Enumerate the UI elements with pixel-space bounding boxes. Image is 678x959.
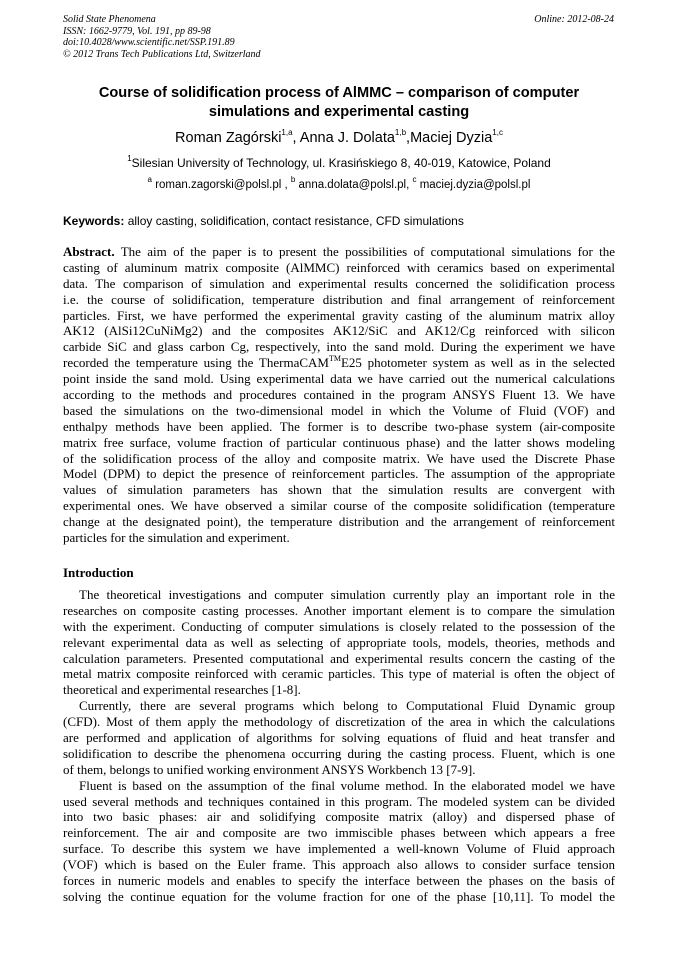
abstract-line (63, 244, 615, 260)
journal-copyright: © 2012 Trans Tech Publications Ltd, Switzerland (63, 48, 261, 60)
email-link[interactable]: anna.dolata@polsl.pl, (295, 179, 413, 191)
title-line: Course of solidification process of AlMMC – comparison of computer (98, 85, 580, 101)
author-list (63, 129, 615, 147)
abstract-label: Abstract. (63, 244, 115, 259)
email-link[interactable]: roman.zagorski@polsl.pl , (152, 179, 291, 191)
introduction-body (63, 587, 615, 905)
intro-line: researches on composite casting processes. Another important element is to compare the simulation (63, 602, 615, 618)
author-name: , Anna J. Dolata (292, 130, 395, 146)
abstract-line: experimental ones. We have observed a similar course of the composite solidification (temperature (63, 498, 615, 514)
journal-header (63, 14, 261, 60)
affil-text: Silesian University of Technology, ul. Krasińskiego 8, 40-019, Katowice, Poland (131, 156, 551, 170)
abstract (63, 244, 615, 546)
author-emails (63, 175, 615, 193)
intro-line: forces in numeric models and enables to specify the interface between the phases on the basis of (63, 873, 615, 889)
paper-title (63, 84, 615, 122)
intro-line: solving the continue equation for the volume fraction for one of the phase [10,11]. To model the (63, 888, 615, 904)
abstract-text: recorded the temperature using the ThermaCAM (63, 355, 329, 371)
author-affil-mark: 1,b (394, 128, 407, 138)
trademark-mark: TM (328, 355, 341, 363)
author-affil-mark: 1,a (281, 128, 293, 138)
abstract-line: enthalpy methods have been applied. The former is to describe two-phase system (air-composite (63, 418, 615, 434)
journal-doi: doi:10.4028/www.scientific.net/SSP.191.89 (63, 37, 235, 48)
abstract-line: matrix free surface, volume fraction of particular continuous phase) and the latter shows modeling (63, 434, 615, 450)
abstract-line: point inside the sand mold. Using experimental data we have carried out the numerical calculations (63, 371, 615, 387)
intro-line: relevant experimental data as well as selecting of appropriate tools, models, theories, methods and (63, 634, 615, 650)
journal-issn: ISSN: 1662-9779, Vol. 191, pp 89-98 (63, 25, 211, 37)
author-affil-mark: 1,c (492, 128, 503, 138)
email-mark: b (290, 175, 296, 185)
title-line: simulations and experimental casting (208, 104, 470, 120)
email-mark: c (412, 175, 417, 185)
abstract-line: based the simulations on the two-dimensional model in which the Volume of Fluid (VOF) and (63, 402, 615, 418)
abstract-line: Model (DPM) to depict the presence of reinforcement particles. The assumption of the appropriate (63, 466, 615, 482)
affiliation (63, 156, 615, 171)
keywords-text: alloy casting, solidification, contact resistance, CFD simulations (124, 214, 464, 228)
abstract-line: according to the methods and procedures contained in the program ANSYS Fluent 13. We have (63, 387, 615, 403)
author-name: Roman Zagórski (175, 130, 282, 146)
intro-line: used several methods and techniques contained in this program. The modeled system can be divided (63, 793, 615, 809)
author-name: ,Maciej Dyzia (406, 130, 493, 146)
abstract-line: change at the designated point), the temperature distribution and the arrangement of reinforcement (63, 514, 615, 530)
abstract-line: i.e. the course of solidification, temperature distribution and final arrangement of reinforcement (63, 291, 615, 307)
journal-name: Solid State Phenomena (63, 14, 156, 25)
intro-line: reinforcement. The air and composite are two immiscible phases between which appears a free (63, 825, 615, 841)
intro-line: are performed and application of algorithms for solving equations of fluid and heat transfer and (63, 730, 615, 746)
abstract-text: The aim of the paper is to present the possibilities of computational simulations for the (114, 244, 615, 259)
intro-line: (CFD). Most of them apply the methodology of discretization of the area in which the calculations (63, 714, 615, 730)
intro-line: Currently, there are several programs which belong to Computational Fluid Dynamic group (79, 698, 615, 714)
email-mark: a (147, 175, 152, 185)
section-heading: Introduction (63, 565, 134, 580)
intro-line: Fluent is based on the assumption of the final volume method. In the elaborated model we have (79, 777, 615, 793)
keywords-label: Keywords: (63, 214, 125, 228)
intro-line: with the experiment. Conducting of computer simulations is closely related to the possession of the (63, 618, 615, 634)
abstract-line: values of simulation parameters has shown that the simulation results are convergent with (63, 482, 615, 498)
abstract-line: casting of aluminum matrix composite (AlMMC) reinforced with ceramics based on experimental (63, 259, 615, 275)
abstract-line (63, 355, 615, 371)
intro-line: The theoretical investigations and computer simulation currently play an important role in the (79, 587, 615, 602)
intro-line: of them, belongs to unified working environment ANSYS Workbench 13 [7-9]. (63, 761, 476, 777)
email-link[interactable]: maciej.dyzia@polsl.pl (416, 179, 531, 191)
abstract-text: E25 photometer system as well as in the selected (340, 355, 615, 371)
intro-line: into two basic phases: air and solidifying composite matrix (alloy) and dispersed phase of (63, 809, 615, 825)
affil-mark: 1 (127, 154, 132, 163)
intro-line: metal matrix composite reinforced with ceramic particles. This type of material is often the object of (63, 666, 615, 682)
intro-line: calculation parameters. Presented computational and experimental results concern the casting of the (63, 650, 615, 666)
abstract-line: particles. First, we have performed the experimental gravity casting of the aluminum matrix alloy (63, 307, 615, 323)
abstract-line: carbide SiC and glass carbon Cg, respectively, into the sand mold. During the experiment we have (63, 339, 615, 355)
intro-line: surface. To describe this system we have implemented a well-known Volume of Fluid approach (63, 841, 615, 857)
intro-line: (VOF) which is based on the Euler frame. This approach also allows to consider surface tension (63, 857, 615, 873)
intro-line: theoretical and experimental researches [1-8]. (63, 682, 301, 698)
abstract-line: AK12 (AlSi12CuNiMg2) and the composites AK12/SiC and AK12/Cg reinforced with silicon (63, 323, 615, 339)
online-date: Online: 2012-08-24 (534, 14, 614, 25)
abstract-line: of the solidification process of the alloy and composite matrix. We have used the Discrete Phase (63, 450, 615, 466)
abstract-line: particles for the simulation and experiment. (63, 530, 290, 546)
intro-line: solidification to describe the phenomena occurring during the casting process. Fluent, which is one (63, 745, 615, 761)
abstract-line: data. The comparison of simulation and experimental results concerned the solidification process (63, 275, 615, 291)
keywords (63, 214, 615, 229)
